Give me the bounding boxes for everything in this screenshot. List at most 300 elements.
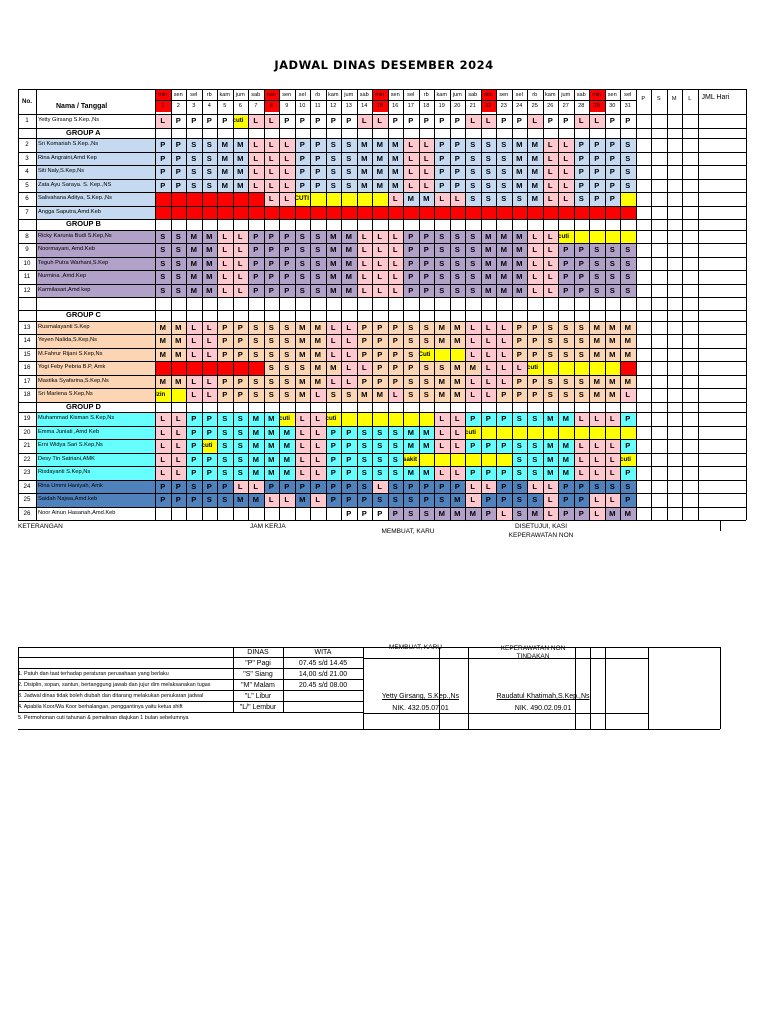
shift-cell: S bbox=[357, 453, 373, 467]
shift-cell: S bbox=[326, 388, 342, 402]
shift-cell: S bbox=[527, 412, 543, 426]
shift-cell: L bbox=[558, 179, 574, 193]
signature-name-2: Raudatul Khatimah,S.Kep.,Ns bbox=[496, 693, 590, 700]
shift-cell: M bbox=[357, 388, 373, 402]
shift-cell: P bbox=[186, 466, 202, 480]
col-dinas-label: DINAS bbox=[247, 649, 269, 656]
shift-cell: L bbox=[155, 114, 171, 128]
shift-cell: L bbox=[357, 361, 373, 375]
shift-cell: P bbox=[450, 480, 466, 494]
shift-cell: L bbox=[248, 179, 264, 193]
employee-name: Nurmina ,Amd.Kep bbox=[36, 270, 155, 284]
shift-cell: P bbox=[279, 480, 295, 494]
header-date: 20 bbox=[454, 103, 461, 109]
shift-cell: CUTI bbox=[295, 192, 311, 206]
shift-cell: L bbox=[605, 453, 621, 467]
shift-cell: M bbox=[558, 453, 574, 467]
shift-cell: P bbox=[186, 114, 202, 128]
shift-cell: P bbox=[419, 257, 435, 271]
shift-cell: P bbox=[171, 480, 187, 494]
employee-name: Sri Komariah S.Kep.,Ns bbox=[36, 138, 155, 152]
shift-cell: M bbox=[496, 270, 512, 284]
shift-cell: S bbox=[465, 243, 481, 257]
shift-cell: P bbox=[279, 243, 295, 257]
employee-name: Muhammad Kisman S.Kep,Ns bbox=[36, 412, 155, 426]
shift-cell bbox=[496, 206, 512, 220]
shift-cell: M bbox=[512, 138, 528, 152]
shift-cell: L bbox=[543, 138, 559, 152]
shift-cell: M bbox=[527, 507, 543, 521]
shift-cell: P bbox=[217, 321, 233, 335]
header-summary: S bbox=[656, 96, 661, 102]
shift-cell bbox=[310, 192, 326, 206]
shift-cell: P bbox=[202, 114, 218, 128]
shift-cell: L bbox=[295, 439, 311, 453]
shift-cell bbox=[155, 192, 171, 206]
signature-nik-2: NIK. 490.02.09.01 bbox=[514, 705, 572, 712]
shift-cell: L bbox=[527, 284, 543, 298]
shift-cell: P bbox=[372, 321, 388, 335]
header-date: 21 bbox=[469, 103, 476, 109]
shift-cell: S bbox=[605, 480, 621, 494]
shift-cell: S bbox=[620, 243, 636, 257]
shift-cell: L bbox=[341, 321, 357, 335]
shift-cell: S bbox=[434, 230, 450, 244]
shift-cell bbox=[620, 192, 636, 206]
shift-cell: S bbox=[465, 230, 481, 244]
shift-cell: P bbox=[279, 284, 295, 298]
shift-cell bbox=[279, 206, 295, 220]
shift-cell: M bbox=[558, 439, 574, 453]
keterangan-label: KETERANGAN bbox=[18, 523, 63, 530]
shift-cell: M bbox=[527, 179, 543, 193]
shift-cell: L bbox=[496, 334, 512, 348]
shift-cell: S bbox=[357, 480, 373, 494]
shift-cell: M bbox=[233, 493, 249, 507]
shift-cell: L bbox=[186, 348, 202, 362]
shift-cell: L bbox=[589, 114, 605, 128]
shift-cell: M bbox=[372, 152, 388, 166]
shift-cell: M bbox=[341, 270, 357, 284]
shift-cell: L bbox=[527, 257, 543, 271]
shift-cell: P bbox=[186, 439, 202, 453]
shift-cell: P bbox=[341, 114, 357, 128]
shift-cell: P bbox=[248, 284, 264, 298]
shift-cell: L bbox=[574, 114, 590, 128]
grid-vline bbox=[279, 89, 280, 520]
shift-cell: P bbox=[377, 508, 383, 518]
shift-cell: P bbox=[155, 480, 171, 494]
shift-cell: M bbox=[605, 334, 621, 348]
shift-cell: M bbox=[233, 152, 249, 166]
row-number: 2 bbox=[25, 141, 29, 148]
header-day: rb bbox=[315, 92, 321, 98]
shift-cell: P bbox=[171, 179, 187, 193]
grid-vline bbox=[558, 89, 559, 520]
shift-cell bbox=[496, 453, 512, 467]
footer-vline bbox=[590, 647, 591, 729]
employee-name: Siti Naly,S.Kep,Ns bbox=[36, 165, 155, 179]
shift-cell: S bbox=[465, 138, 481, 152]
shift-cell: L bbox=[543, 179, 559, 193]
shift-cell: L bbox=[171, 453, 187, 467]
shift-cell: P bbox=[202, 412, 218, 426]
shift-cell: P bbox=[527, 334, 543, 348]
shift-cell: L bbox=[543, 257, 559, 271]
shift-cell: L bbox=[155, 466, 171, 480]
shift-cell: S bbox=[357, 439, 373, 453]
grid-hline bbox=[18, 426, 746, 427]
shift-cell: P bbox=[605, 165, 621, 179]
shift-cell: S bbox=[620, 480, 636, 494]
shift-cell: P bbox=[326, 466, 342, 480]
note-text: 2. Disiplin, sopan, santun, bertanggung jawab dan jujur dim melaksanakan tugas bbox=[18, 682, 211, 688]
shift-cell: S bbox=[465, 179, 481, 193]
page-title: JADWAL DINAS DESEMBER 2024 bbox=[274, 58, 494, 72]
shift-cell: S bbox=[279, 388, 295, 402]
employee-name: Rina Ummi Haniyah, Amk bbox=[36, 480, 155, 494]
shift-cell: M bbox=[202, 230, 218, 244]
shift-cell: L bbox=[481, 480, 497, 494]
shift-cell: L bbox=[310, 466, 326, 480]
shift-cell: P bbox=[605, 152, 621, 166]
shift-cell: S bbox=[248, 375, 264, 389]
shift-cell: S bbox=[295, 230, 311, 244]
shift-cell: L bbox=[372, 270, 388, 284]
shift-cell: S bbox=[264, 321, 280, 335]
shift-cell: L bbox=[450, 439, 466, 453]
shift-cell: P bbox=[589, 192, 605, 206]
grid-vline bbox=[605, 89, 606, 520]
shift-cell: P bbox=[233, 321, 249, 335]
shift-cell: S bbox=[233, 453, 249, 467]
header-date: 9 bbox=[285, 103, 289, 109]
shift-cell bbox=[357, 206, 373, 220]
shift-cell bbox=[605, 230, 621, 244]
shift-cell: S bbox=[543, 388, 559, 402]
shift-cell: P bbox=[186, 412, 202, 426]
shift-cell: S bbox=[233, 466, 249, 480]
shift-cell: S bbox=[372, 493, 388, 507]
shift-time: 14,00 s/d 21.00 bbox=[298, 671, 348, 678]
shift-cell: P bbox=[450, 152, 466, 166]
shift-cell: L bbox=[171, 439, 187, 453]
grid-vline bbox=[18, 89, 19, 520]
grid-vline bbox=[171, 89, 172, 520]
shift-cell: L bbox=[434, 192, 450, 206]
shift-cell: S bbox=[155, 284, 171, 298]
shift-cell: P bbox=[450, 114, 466, 128]
shift-cell: L bbox=[481, 388, 497, 402]
shift-cell: M bbox=[217, 179, 233, 193]
shift-cell: L bbox=[310, 439, 326, 453]
shift-cell bbox=[605, 206, 621, 220]
shift-cell bbox=[264, 206, 280, 220]
header-day: jum bbox=[561, 92, 571, 98]
shift-cell: M bbox=[310, 348, 326, 362]
shift-cell: P bbox=[574, 480, 590, 494]
shift-time bbox=[283, 702, 363, 713]
shift-cell: M bbox=[171, 334, 187, 348]
shift-cell bbox=[186, 361, 202, 375]
shift-cell: M bbox=[543, 412, 559, 426]
row-number: 18 bbox=[23, 391, 31, 398]
shift-cell: M bbox=[589, 375, 605, 389]
shift-cell: S bbox=[403, 334, 419, 348]
grid-hline bbox=[18, 165, 746, 166]
grid-vline bbox=[527, 89, 528, 520]
shift-cell: P bbox=[403, 361, 419, 375]
shift-cell: P bbox=[496, 466, 512, 480]
shift-cell: L bbox=[155, 426, 171, 440]
shift-cell bbox=[465, 453, 481, 467]
shift-cell: S bbox=[202, 138, 218, 152]
shift-cell: S bbox=[496, 165, 512, 179]
shift-cell: L bbox=[589, 507, 605, 521]
row-number: 9 bbox=[25, 246, 29, 253]
grid-vline bbox=[264, 89, 265, 520]
shift-cell: M bbox=[202, 257, 218, 271]
grid-hline bbox=[18, 138, 746, 139]
header-date: 12 bbox=[330, 103, 337, 109]
shift-cell: M bbox=[605, 348, 621, 362]
shift-cell: L bbox=[589, 466, 605, 480]
grid-vline bbox=[388, 89, 389, 520]
shift-cell bbox=[403, 206, 419, 220]
shift-cell: P bbox=[295, 480, 311, 494]
shift-cell bbox=[310, 206, 326, 220]
shift-cell: P bbox=[620, 466, 636, 480]
footer-vline bbox=[439, 647, 440, 729]
header-day: jum bbox=[344, 92, 354, 98]
shift-cell: L bbox=[403, 152, 419, 166]
row-number: 7 bbox=[25, 208, 29, 216]
shift-cell: S bbox=[295, 270, 311, 284]
shift-cell: S bbox=[481, 152, 497, 166]
shift-cell: P bbox=[605, 179, 621, 193]
shift-cell: L bbox=[372, 114, 388, 128]
shift-cell: M bbox=[512, 270, 528, 284]
shift-cell: S bbox=[326, 138, 342, 152]
shift-cell: M bbox=[403, 192, 419, 206]
shift-cell: P bbox=[574, 165, 590, 179]
shift-cell: M bbox=[403, 466, 419, 480]
shift-cell: L bbox=[233, 257, 249, 271]
shift-cell: L bbox=[186, 388, 202, 402]
shift-cell: L bbox=[543, 480, 559, 494]
shift-cell: S bbox=[171, 257, 187, 271]
shift-cell: P bbox=[372, 361, 388, 375]
grid-vline bbox=[403, 89, 404, 520]
shift-cell: P bbox=[310, 480, 326, 494]
shift-cell: S bbox=[419, 361, 435, 375]
shift-cell: L bbox=[465, 334, 481, 348]
shift-cell bbox=[558, 426, 574, 440]
shift-cell: L bbox=[372, 480, 388, 494]
row-number: 10 bbox=[23, 259, 31, 267]
shift-time: 07.45 s/d 14.45 bbox=[298, 660, 348, 667]
header-date: 23 bbox=[500, 103, 507, 109]
shift-cell: S bbox=[310, 243, 326, 257]
shift-cell bbox=[419, 412, 435, 426]
shift-cell: P bbox=[186, 453, 202, 467]
shift-cell: M bbox=[248, 426, 264, 440]
header-date: 26 bbox=[547, 103, 554, 109]
shift-cell: S bbox=[186, 138, 202, 152]
shift-cell: P bbox=[434, 480, 450, 494]
shift-cell bbox=[248, 192, 264, 206]
shift-cell: M bbox=[558, 412, 574, 426]
shift-cell: P bbox=[171, 165, 187, 179]
shift-cell: L bbox=[419, 179, 435, 193]
shift-cell: S bbox=[186, 179, 202, 193]
shift-cell: S bbox=[574, 334, 590, 348]
shift-cell: P bbox=[558, 257, 574, 271]
shift-cell: L bbox=[202, 334, 218, 348]
shift-cell: S bbox=[419, 375, 435, 389]
shift-cell: P bbox=[450, 165, 466, 179]
grid-vline bbox=[434, 89, 435, 520]
shift-cell: L bbox=[357, 243, 373, 257]
grid-hline bbox=[18, 520, 746, 521]
shift-cell: L bbox=[527, 480, 543, 494]
shift-cell bbox=[450, 348, 466, 362]
shift-cell: S bbox=[341, 165, 357, 179]
shift-cell: M bbox=[372, 179, 388, 193]
shift-cell bbox=[186, 206, 202, 220]
shift-cell: L bbox=[357, 257, 373, 271]
shift-cell: P bbox=[496, 439, 512, 453]
grid-hline bbox=[18, 284, 746, 285]
employee-name: Yogi Feby Pebria B.P, Amk bbox=[36, 361, 155, 375]
shift-cell: M bbox=[264, 439, 280, 453]
shift-cell: P bbox=[450, 179, 466, 193]
shift-cell: S bbox=[543, 348, 559, 362]
shift-cell: cuti bbox=[620, 453, 636, 467]
shift-cell: S bbox=[341, 152, 357, 166]
shift-cell: L bbox=[527, 243, 543, 257]
shift-cell: P bbox=[326, 480, 342, 494]
shift-cell: L bbox=[372, 230, 388, 244]
shift-cell: M bbox=[620, 348, 636, 362]
shift-cell: S bbox=[450, 284, 466, 298]
shift-cell: S bbox=[574, 348, 590, 362]
shift-cell: L bbox=[574, 412, 590, 426]
shift-cell: S bbox=[217, 412, 233, 426]
shift-cell: M bbox=[248, 493, 264, 507]
shift-cell: M bbox=[450, 375, 466, 389]
shift-cell: S bbox=[434, 243, 450, 257]
shift-cell: M bbox=[403, 439, 419, 453]
tindakan-label-2: TINDAKAN bbox=[516, 653, 550, 660]
shift-name: "L/" Lembur bbox=[239, 704, 277, 711]
shift-cell: L bbox=[434, 426, 450, 440]
note-text: 1. Patuh dan taat terhadap peraturan perusahaan yang berlaku bbox=[18, 671, 169, 677]
shift-cell: L bbox=[264, 179, 280, 193]
shift-cell bbox=[171, 206, 187, 220]
shift-cell: M bbox=[217, 152, 233, 166]
shift-cell: M bbox=[264, 426, 280, 440]
shift-cell bbox=[326, 192, 342, 206]
header-day: kam bbox=[327, 92, 339, 98]
shift-cell bbox=[543, 206, 559, 220]
shift-cell: cuti bbox=[326, 412, 342, 426]
shift-cell bbox=[233, 507, 249, 521]
shift-cell: S bbox=[512, 412, 528, 426]
shift-cell: L bbox=[217, 284, 233, 298]
shift-cell bbox=[589, 426, 605, 440]
shift-cell: S bbox=[512, 466, 528, 480]
shift-cell: M bbox=[496, 284, 512, 298]
header-date: 16 bbox=[392, 103, 399, 109]
shift-cell: M bbox=[605, 507, 621, 521]
row-number: 17 bbox=[23, 377, 31, 385]
grid-hline bbox=[18, 348, 746, 349]
shift-cell: P bbox=[341, 453, 357, 467]
shift-cell: S bbox=[155, 230, 171, 244]
shift-cell: L bbox=[605, 439, 621, 453]
shift-cell: P bbox=[279, 230, 295, 244]
shift-cell: M bbox=[388, 152, 404, 166]
header-date: 4 bbox=[207, 103, 211, 109]
shift-cell: M bbox=[357, 138, 373, 152]
grid-vline bbox=[496, 89, 497, 520]
shift-cell: S bbox=[605, 284, 621, 298]
shift-cell: L bbox=[434, 412, 450, 426]
shift-cell: L bbox=[574, 466, 590, 480]
shift-cell: M bbox=[527, 165, 543, 179]
grid-hline bbox=[18, 152, 746, 153]
shift-cell: M bbox=[248, 453, 264, 467]
shift-cell: P bbox=[419, 270, 435, 284]
shift-cell: L bbox=[388, 270, 404, 284]
shift-cell: P bbox=[155, 493, 171, 507]
shift-cell: S bbox=[605, 257, 621, 271]
shift-cell: L bbox=[558, 138, 574, 152]
header-date: 24 bbox=[516, 103, 523, 109]
employee-name: Salivahana Aditya, S.Kep.,Ns bbox=[36, 192, 155, 206]
shift-cell: S bbox=[264, 375, 280, 389]
shift-cell: S bbox=[186, 165, 202, 179]
grid-hline bbox=[18, 257, 746, 258]
shift-cell: L bbox=[186, 334, 202, 348]
shift-cell: P bbox=[341, 480, 357, 494]
grid-vline bbox=[651, 89, 652, 520]
shift-cell: S bbox=[450, 257, 466, 271]
shift-cell: P bbox=[512, 114, 528, 128]
note-text: 3. Jadwal dinas tidak boleh diubah dan ditarang melakukan penukaran jadwal bbox=[18, 693, 204, 699]
shift-cell: P bbox=[496, 493, 512, 507]
shift-cell: L bbox=[310, 388, 326, 402]
shift-cell: M bbox=[434, 375, 450, 389]
shift-cell bbox=[512, 426, 528, 440]
shift-cell: L bbox=[512, 361, 528, 375]
shift-cell: M bbox=[527, 138, 543, 152]
shift-cell: M bbox=[589, 321, 605, 335]
shift-cell: M bbox=[512, 179, 528, 193]
shift-cell: M bbox=[481, 230, 497, 244]
header-date: 18 bbox=[423, 103, 430, 109]
shift-cell: S bbox=[465, 165, 481, 179]
shift-cell: P bbox=[155, 138, 171, 152]
shift-cell: L bbox=[248, 480, 264, 494]
grid-hline bbox=[18, 412, 746, 413]
shift-cell: L bbox=[155, 453, 171, 467]
shift-cell: S bbox=[558, 388, 574, 402]
shift-cell: L bbox=[465, 348, 481, 362]
shift-cell: S bbox=[248, 348, 264, 362]
shift-cell: S bbox=[496, 152, 512, 166]
